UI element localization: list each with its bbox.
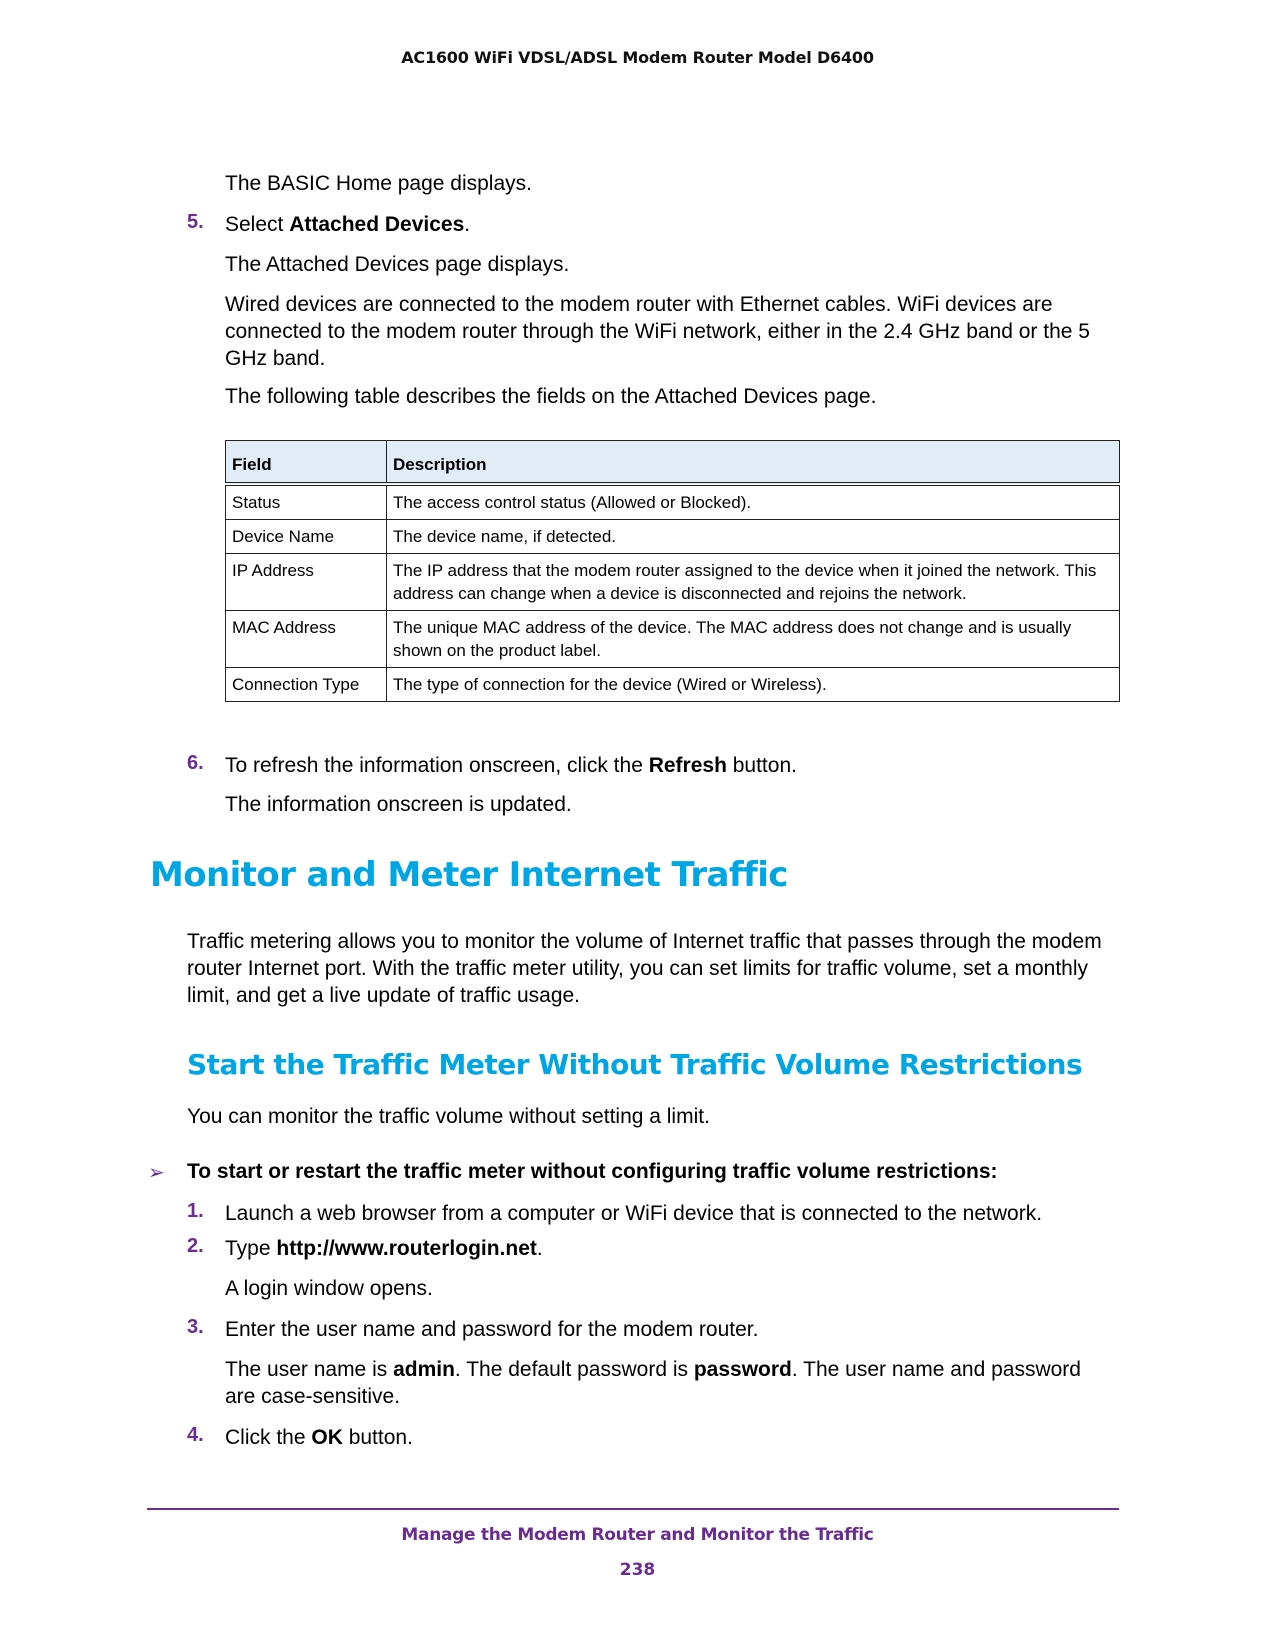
field-cell: IP Address (226, 554, 387, 611)
table-row (226, 668, 1120, 702)
step-number: 1. (187, 1200, 204, 1222)
table-row (226, 520, 1120, 554)
step-text-suffix: button. (726, 754, 797, 777)
field-cell: Connection Type (226, 668, 387, 702)
running-header: AC1600 WiFi VDSL/ADSL Modem Router Model D6400 (401, 48, 874, 67)
ui-term: Refresh (648, 754, 727, 777)
ui-term: Attached Devices (289, 213, 465, 236)
step-text-suffix: button. (342, 1426, 413, 1449)
step-text-prefix: Select (225, 213, 290, 236)
step-6-result: The information onscreen is updated. (225, 793, 572, 816)
field-cell: Status (226, 484, 387, 520)
description-cell: The IP address that the modem router assigned to the device when it joined the network. This address can change when a device is disconnected and rejoins the network. (387, 554, 1120, 611)
step-text: Enter the user name and password for the modem router. (225, 1318, 759, 1341)
description-cell: The access control status (Allowed or Blocked). (387, 484, 1120, 520)
text-run: . The default password is (454, 1358, 694, 1381)
table-header-row (226, 441, 1120, 485)
step-text (225, 752, 797, 779)
step-text-prefix: Click the (225, 1426, 312, 1449)
table-intro: The following table describes the fields on the Attached Devices page. (225, 385, 877, 408)
column-header-field: Field (226, 441, 387, 485)
attached-devices-fields-table (225, 440, 1120, 702)
step-5-detail: Wired devices are connected to the modem router with Ethernet cables. WiFi devices are connected to the modem router through the WiFi network, either in the 2.4 GHz band or the 5 GHz band. (225, 293, 1090, 370)
step-3-detail (225, 1356, 1085, 1410)
arrow-bullet-icon: ➢ (148, 1162, 165, 1184)
procedure-title: To start or restart the traffic meter without configuring traffic volume restrictions: (187, 1160, 998, 1183)
description-cell: The type of connection for the device (Wired or Wireless). (387, 668, 1120, 702)
footer-chapter-title: Manage the Modem Router and Monitor the Traffic (401, 1525, 874, 1545)
step-text (225, 1235, 543, 1262)
step-number: 4. (187, 1424, 204, 1446)
username-term: admin (393, 1358, 455, 1381)
step-text-suffix: . (536, 1237, 543, 1260)
footer-divider (147, 1508, 1119, 1510)
intro-text: The BASIC Home page displays. (225, 172, 532, 195)
field-cell: Device Name (226, 520, 387, 554)
step-text-prefix: To refresh the information onscreen, click the (225, 754, 649, 777)
step-2-result: A login window opens. (225, 1277, 433, 1300)
password-term: password (693, 1358, 792, 1381)
table-row (226, 554, 1120, 611)
step-text (225, 1424, 413, 1451)
description-cell: The device name, if detected. (387, 520, 1120, 554)
table-row (226, 611, 1120, 668)
subsection-body: You can monitor the traffic volume without setting a limit. (187, 1105, 710, 1128)
step-text: Launch a web browser from a computer or WiFi device that is connected to the network. (225, 1202, 1043, 1225)
step-text-suffix: . (464, 213, 471, 236)
step-number: 6. (187, 752, 204, 774)
description-cell: The unique MAC address of the device. The MAC address does not change and is usually shown on the product label. (387, 611, 1120, 668)
column-header-description: Description (387, 441, 1120, 485)
step-number: 3. (187, 1316, 204, 1338)
step-5-result: The Attached Devices page displays. (225, 253, 570, 276)
text-run: . The user name and password are case-sensitive. (225, 1358, 1081, 1408)
step-text-prefix: Type (225, 1237, 277, 1260)
subsection-heading: Start the Traffic Meter Without Traffic Volume Restrictions (187, 1048, 1083, 1081)
field-cell: MAC Address (226, 611, 387, 668)
url-term: http://www.routerlogin.net (276, 1237, 537, 1260)
ui-term: OK (311, 1426, 343, 1449)
step-number: 5. (187, 211, 204, 233)
section-heading: Monitor and Meter Internet Traffic (150, 855, 788, 895)
text-run: The user name is (225, 1358, 394, 1381)
table-row (226, 484, 1120, 520)
page-number: 238 (619, 1560, 656, 1580)
step-number: 2. (187, 1235, 204, 1257)
section-body: Traffic metering allows you to monitor the volume of Internet traffic that passes through the modem router Internet port. With the traffic meter utility, you can set limits for traffic volume, set a monthly limit, and get a live update of traffic usage. (187, 930, 1102, 1007)
step-text (225, 211, 470, 238)
